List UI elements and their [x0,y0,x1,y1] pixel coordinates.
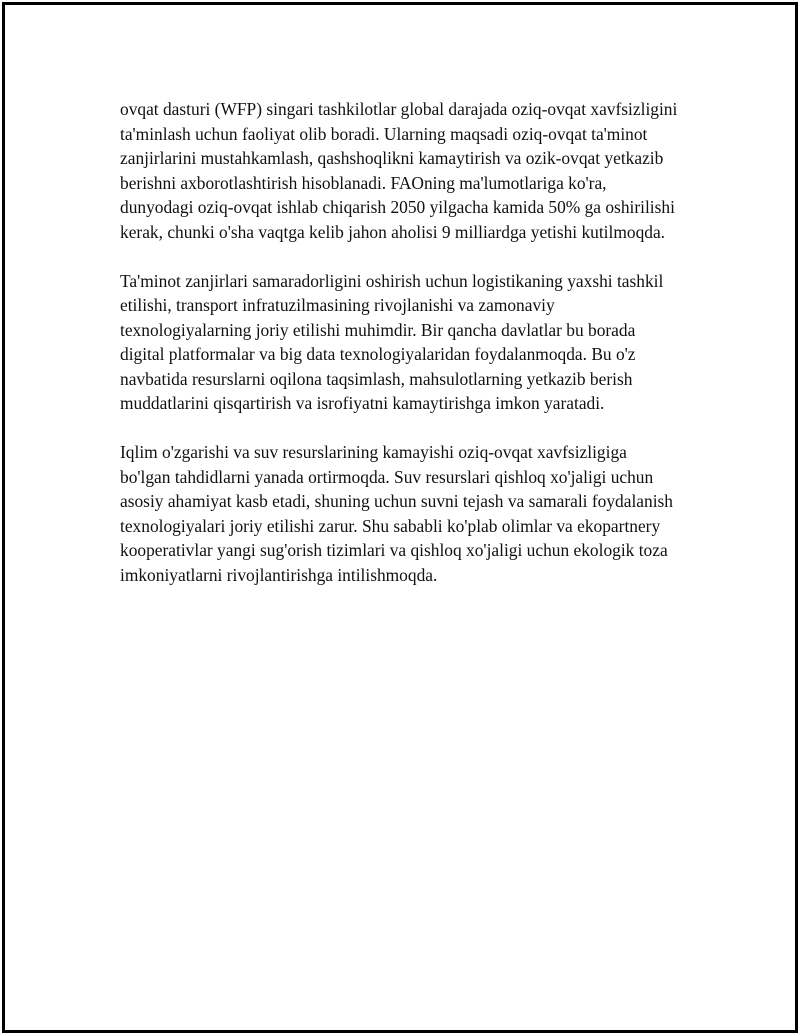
page-frame [2,2,798,1033]
paragraph: ovqat dasturi (WFP) singari tashkilotlar global darajada oziq-ovqat xavfsizligini ta'minlash uchun faoliyat olib boradi. Ularning maqsadi oziq-ovqat ta'minot zanjirlarini mustahkamlash, qashshoqlikni kamaytirish va ozik-ovqat yetkazib berishni axborotlashtirish hisoblanadi. FAOning ma'lumotlariga ko'ra, dunyodagi oziq-ovqat ishlab chiqarish 2050 yilgacha kamida 50% ga oshirilishi kerak, chunki o'sha vaqtga kelib jahon aholisi 9 milliardga yetishi kutilmoqda. [120,99,678,242]
paragraph: Ta'minot zanjirlari samaradorligini oshirish uchun logistikaning yaxshi tashkil etilishi, transport infratuzilmasining rivojlanishi va zamonaviy texnologiyalarning joriy etilishi muhimdir. Bir qancha davlatlar bu borada digital platformalar va big data texnologiyalaridan foydalanmoqda. Bu o'z navbatida resurslarni oqilona taqsimlash, mahsulotlarning yetkazib berish muddatlarini qisqartirish va isrofiyatni kamaytirishga imkon yaratadi. [120,270,664,413]
document-body [120,97,680,612]
paragraph: Iqlim o'zgarishi va suv resurslarining kamayishi oziq-ovqat xavfsizligiga bo'lgan tahdidlarni yanada ortirmoqda. Suv resurslari qishloq xo'jaligi uchun asosiy ahamiyat kasb etadi, shuning uchun suvni tejash va samarali foydalanish texnologiyalari joriy etilishi zarur. Shu sababli ko'plab olimlar va ekopartnery kooperativlar yangi sug'orish tizimlari va qishloq xo'jaligi uchun ekologik toza imkoniyatlarni rivojlantirishga intilishmoqda. [120,442,673,585]
